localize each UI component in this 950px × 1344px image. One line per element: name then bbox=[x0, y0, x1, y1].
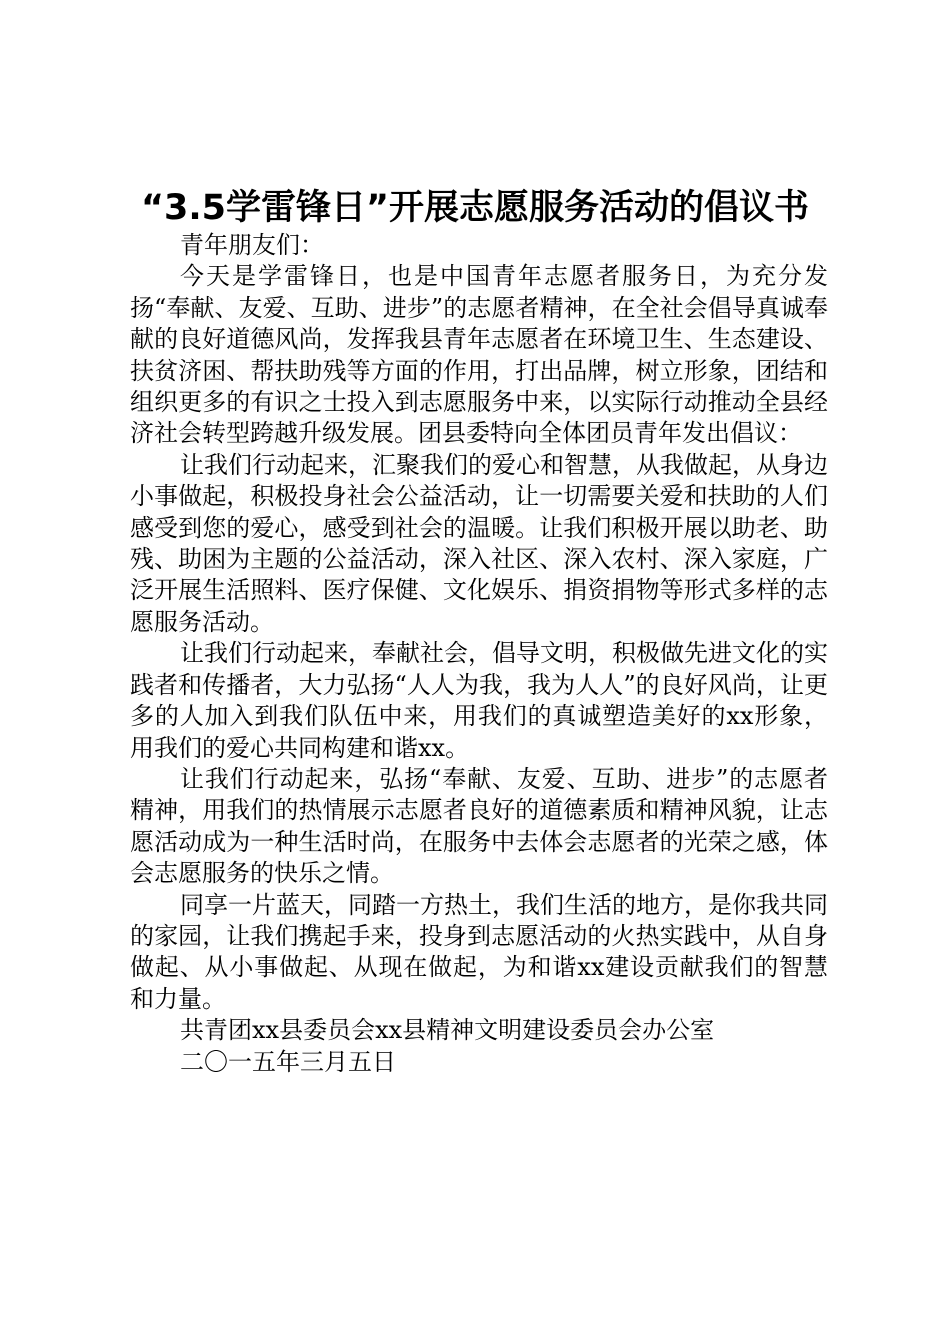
paragraph-intro: 今天是学雷锋日，也是中国青年志愿者服务日，为充分发扬“奉献、友爱、互助、进步”的志愿者精神，在全社会倡导真诚奉献的良好道德风尚，发挥我县青年志愿者在环境卫生、生态建设、扶贫济困、帮扶助残等方面的作用，打出品牌，树立形象，团结和组织更多的有识之士投入到志愿服务中来，以实际行动推动全县经济社会转型跨越升级发展。团县委特向全体团员青年发出倡议： bbox=[130, 262, 828, 448]
document-body bbox=[130, 230, 828, 1078]
paragraph-proposal-3: 让我们行动起来，弘扬“奉献、友爱、互助、进步”的志愿者精神，用我们的热情展示志愿者良好的道德素质和精神风貌，让志愿活动成为一种生活时尚，在服务中去体会志愿者的光荣之感，体会志愿服务的快乐之情。 bbox=[130, 764, 828, 888]
document-title: “3.5学雷锋日”开展志愿服务活动的倡议书 bbox=[140, 188, 809, 228]
salutation: 青年朋友们： bbox=[180, 231, 324, 259]
date: 二〇一五年三月五日 bbox=[180, 1047, 396, 1076]
paragraph-proposal-2: 让我们行动起来，奉献社会，倡导文明，积极做先进文化的实践者和传播者，大力弘扬“人人为我，我为人人”的良好风尚，让更多的人加入到我们队伍中来，用我们的真诚塑造美好的xx形象，用我们的爱心共同构建和谐xx。 bbox=[130, 639, 828, 762]
paragraph-proposal-1: 让我们行动起来，汇聚我们的爱心和智慧，从我做起，从身边小事做起，积极投身社会公益活动，让一切需要关爱和扶助的人们感受到您的爱心，感受到社会的温暖。让我们积极开展以助老、助残、助困为主题的公益活动，深入社区、深入农村、深入家庭，广泛开展生活照料、医疗保健、文化娱乐、捐资捐物等形式多样的志愿服务活动。 bbox=[130, 450, 828, 636]
signature: 共青团xx县委员会xx县精神文明建设委员会办公室 bbox=[180, 1016, 715, 1045]
paragraph-closing: 同享一片蓝天，同踏一方热土，我们生活的地方，是你我共同的家园，让我们携起手来，投身到志愿活动的火热实践中，从自身做起、从小事做起、从现在做起，为和谐xx建设贡献我们的智慧和力量。 bbox=[130, 890, 828, 1013]
